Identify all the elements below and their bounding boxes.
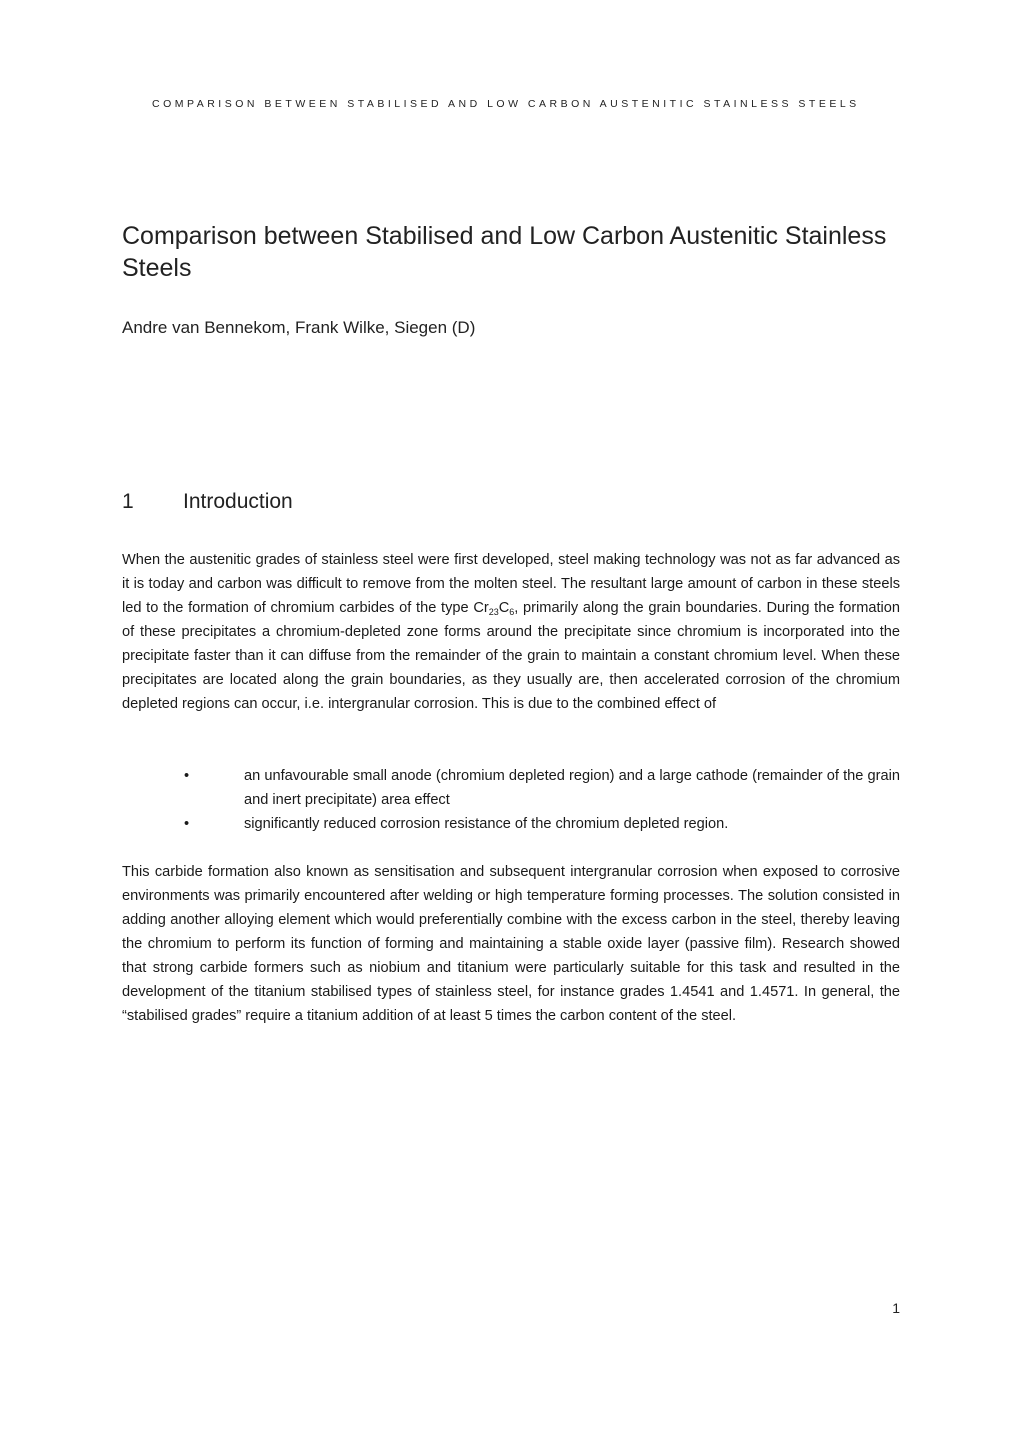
authors: Andre van Bennekom, Frank Wilke, Siegen (D) [122,318,476,337]
paragraph-carbide: This carbide formation also known as sensitisation and subsequent intergranular corrosion when exposed to corrosive environments was primarily encountered after welding or high temperature forming processes. The solution consisted in adding another alloying element which would preferentially combine with the excess carbon in the steel, thereby leaving the chromium to perform its function of forming and maintaining a stable oxide layer (passive film). Research showed that strong carbide formers such as niobium and titanium were particularly suitable for this task and resulted in the development of the titanium stabilised types of stainless steel, for instance grades 1.4541 and 1.4571. In general, the “stabilised grades” require a titanium addition of at least 5 times the carbon content of the steel. [122,864,900,1024]
bullet-icon: • [184,768,190,784]
paper-title: Comparison between Stabilised and Low Carbon Austenitic Stainless Steels [122,222,887,282]
list-item [122,812,900,836]
list-item-text: significantly reduced corrosion resistance of the chromium depleted region. [244,816,729,832]
formula-c-subscript: 6 [509,607,515,617]
bullet-icon: • [184,816,190,832]
paragraph-intro-part2: , primarily along the grain boundaries. During the formation of these precipitates a chromium-depleted zone forms around the precipitate since chromium is incorporated into the precipitate faster than it can diffuse from the remainder of the grain to maintain a constant chromium level. When these precipitates are located along the grain boundaries, as they usually are, then accelerated corrosion of the chromium depleted regions can occur, i.e. intergranular corrosion. This is due to the combined effect of [122,600,900,712]
paragraph-intro-part1: When the austenitic grades of stainless steel were first developed, steel making technology was not as far advanced as it is today and carbon was difficult to remove from the molten steel. The resultant large amount of carbon in these steels led to the formation of chromium carbides of the type [122,552,900,616]
paragraph-intro [122,548,900,716]
formula-c: C [498,600,510,616]
section-number: 1 [122,490,134,513]
running-header: COMPARISON BETWEEN STABILISED AND LOW CARBON AUSTENITIC STAINLESS STEELS [152,98,860,110]
formula-cr-subscript: 23 [488,607,499,617]
list-item [122,764,900,812]
list-item-text: an unfavourable small anode (chromium depleted region) and a large cathode (remainder of the grain and inert precipitate) area effect [244,768,900,808]
section-title: Introduction [183,490,293,513]
section-heading [122,490,293,514]
bullet-list [122,764,900,836]
formula-cr: Cr [473,600,489,616]
page-number: 1 [892,1300,900,1316]
